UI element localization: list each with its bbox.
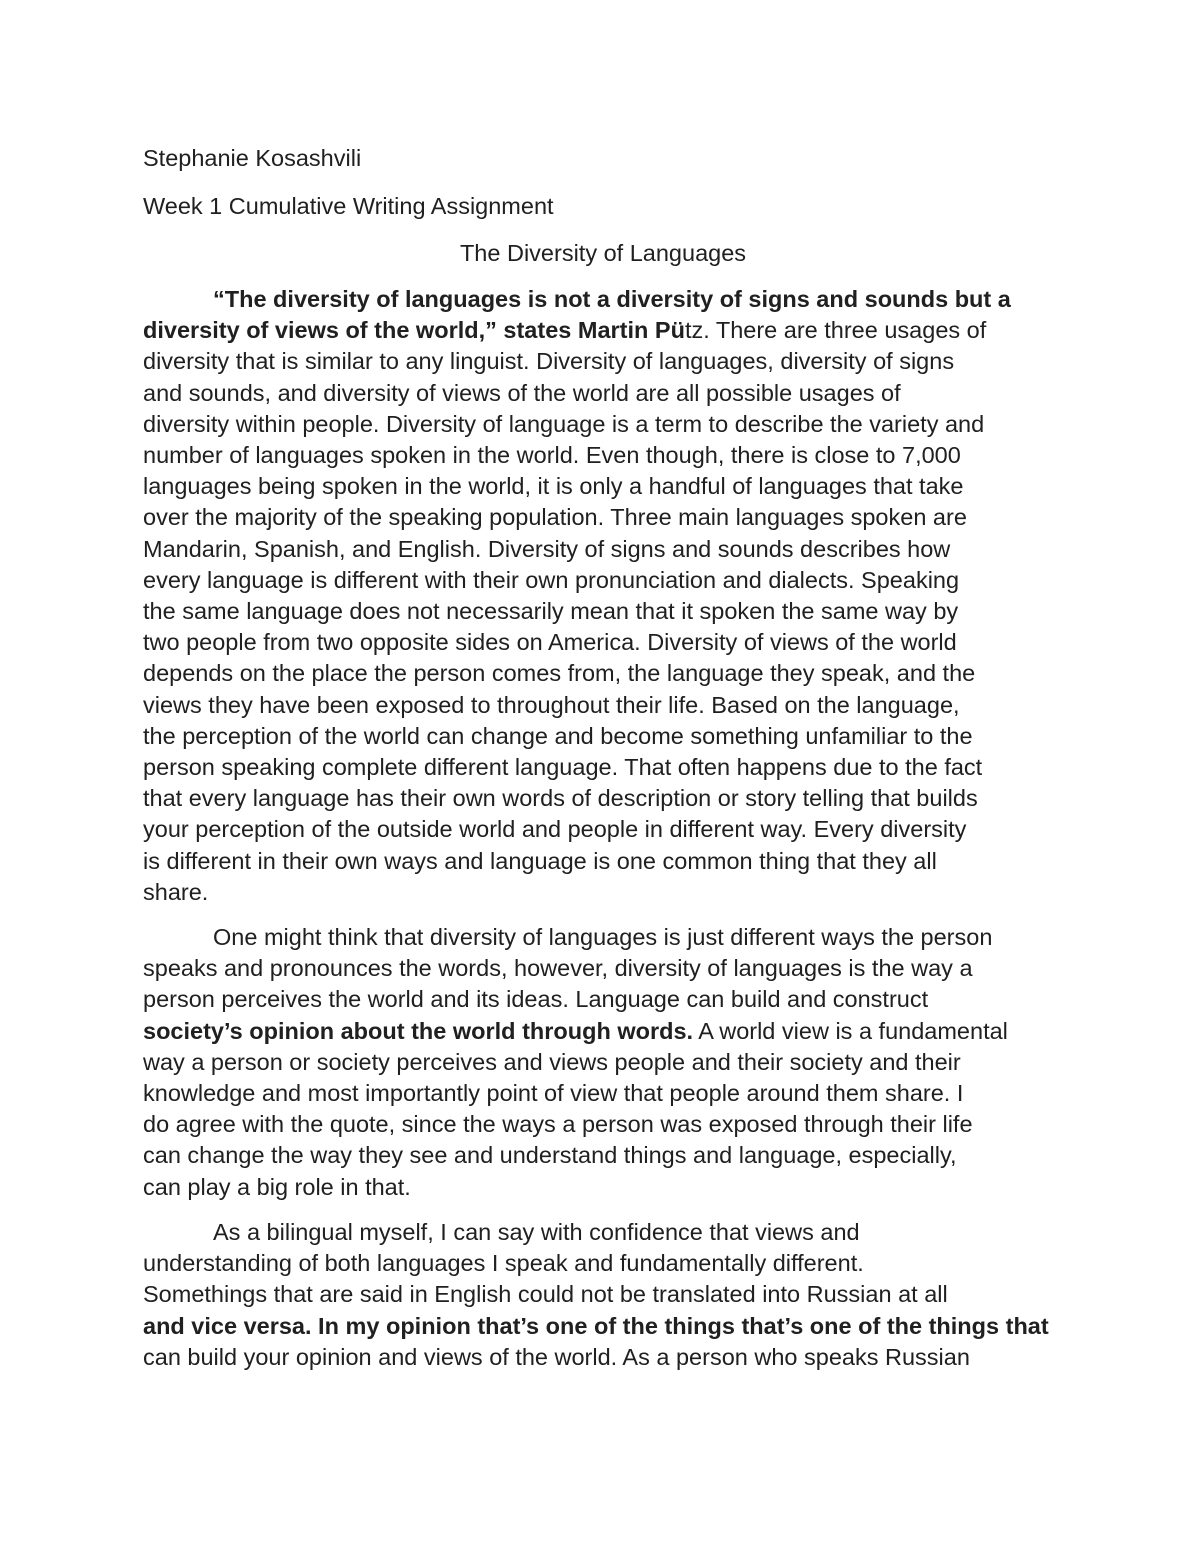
text-run: understanding of both languages I speak and fundamentally different.	[143, 1250, 864, 1277]
text-run: knowledge and most importantly point of view that people around them share. I	[143, 1080, 964, 1107]
text-run: the perception of the world can change and become something unfamiliar to the	[143, 722, 973, 749]
text-line	[143, 315, 1063, 346]
text-line	[143, 1078, 1063, 1109]
essay-title: The Diversity of Languages	[459, 240, 747, 266]
text-run: way a person or society perceives and views people and their society and their	[143, 1048, 961, 1075]
text-run: that every language has their own words of description or story telling that builds	[143, 785, 978, 812]
text-line	[143, 984, 1063, 1015]
text-line	[143, 814, 1063, 845]
text-line	[143, 409, 1063, 440]
text-line	[143, 1311, 1063, 1342]
text-run: your perception of the outside world and people in different way. Every diversity	[143, 816, 967, 843]
text-line	[143, 1248, 1063, 1279]
text-run: person speaking complete different language. That often happens due to the fact	[143, 754, 983, 781]
text-line	[143, 627, 1063, 658]
text-run: diversity that is similar to any linguist. Diversity of languages, diversity of signs	[143, 348, 955, 375]
essay-body	[143, 284, 1063, 1373]
text-line	[143, 922, 1063, 953]
paragraph-gap	[143, 908, 1063, 922]
text-line	[143, 1172, 1063, 1203]
text-line	[143, 596, 1063, 627]
text-run: depends on the place the person comes from, the language they speak, and the	[143, 660, 976, 687]
text-run: diversity within people. Diversity of language is a term to describe the variety and	[143, 410, 985, 437]
text-run: the same language does not necessarily mean that it spoken the same way by	[143, 598, 959, 625]
bold-text-run: and vice versa. In my opinion that’s one of the things that’s one of the things that	[143, 1312, 1049, 1339]
text-run: Mandarin, Spanish, and English. Diversity of signs and sounds describes how	[143, 535, 951, 562]
text-line	[143, 1109, 1063, 1140]
text-run: As a bilingual myself, I can say with confidence that views and	[213, 1218, 860, 1245]
text-run: tz. There are three usages of	[684, 317, 987, 344]
text-line	[143, 953, 1063, 984]
text-run: is different in their own ways and language is one common thing that they all	[143, 847, 937, 874]
essay-paragraph	[143, 1217, 1063, 1373]
bold-text-run: diversity of views of the world,” states Martin Pü	[143, 317, 685, 344]
text-line	[143, 1047, 1063, 1078]
text-run: number of languages spoken in the world. Even though, there is close to 7,000	[143, 442, 961, 469]
text-line	[143, 378, 1063, 409]
assignment-heading: Week 1 Cumulative Writing Assignment	[143, 193, 554, 219]
author-name: Stephanie Kosashvili	[143, 145, 362, 171]
text-line	[143, 877, 1063, 908]
text-line	[143, 565, 1063, 596]
text-run: and sounds, and diversity of views of the world are all possible usages of	[143, 379, 901, 406]
text-line	[143, 1140, 1063, 1171]
text-run: As a person who speaks Russian	[617, 1343, 970, 1370]
text-run: A world view is a fundamental	[693, 1017, 1008, 1044]
text-line	[143, 658, 1063, 689]
essay-paragraph	[143, 922, 1063, 1203]
text-line	[143, 1016, 1063, 1047]
text-run: languages being spoken in the world, it is only a handful of languages that take	[143, 473, 964, 500]
text-line	[143, 690, 1063, 721]
text-run: One might think that diversity of languages is just different ways the person	[213, 924, 993, 951]
text-run: can change the way they see and understand things and language, especially,	[143, 1142, 957, 1169]
text-run: person perceives the world and its ideas. Language can build and construct	[143, 986, 929, 1013]
text-run: views they have been exposed to throughout their life. Based on the language,	[143, 691, 960, 718]
text-line	[143, 471, 1063, 502]
essay-paragraph	[143, 284, 1063, 908]
text-run: can play a big role in that.	[143, 1173, 411, 1200]
text-line	[143, 346, 1063, 377]
text-line	[143, 534, 1063, 565]
text-run: every language is different with their own pronunciation and dialects. Speaking	[143, 566, 960, 593]
text-line	[143, 284, 1063, 315]
text-run: can build your opinion and views of the world.	[143, 1343, 618, 1370]
text-run: two people from two opposite sides on America. Diversity of views of the world	[143, 629, 957, 656]
text-line	[143, 502, 1063, 533]
text-line	[143, 440, 1063, 471]
paragraph-gap	[143, 1203, 1063, 1217]
text-line	[143, 1217, 1063, 1248]
text-line	[143, 721, 1063, 752]
text-run: over the majority of the speaking population. Three main languages spoken are	[143, 504, 967, 531]
text-line	[143, 783, 1063, 814]
text-run: share.	[143, 878, 209, 905]
text-line	[143, 846, 1063, 877]
text-line	[143, 1342, 1063, 1373]
text-run: speaks and pronounces the words, however, diversity of languages is the way a	[143, 955, 973, 982]
bold-text-run: society’s opinion about the world through words.	[143, 1017, 694, 1044]
text-run: do agree with the quote, since the ways a person was exposed through their life	[143, 1111, 973, 1138]
text-line	[143, 752, 1063, 783]
bold-text-run: “The diversity of languages is not a diversity of signs and sounds but a	[213, 286, 1011, 312]
text-line	[143, 1279, 1063, 1310]
text-run: Somethings that are said in English could not be translated into Russian at all	[143, 1281, 948, 1308]
